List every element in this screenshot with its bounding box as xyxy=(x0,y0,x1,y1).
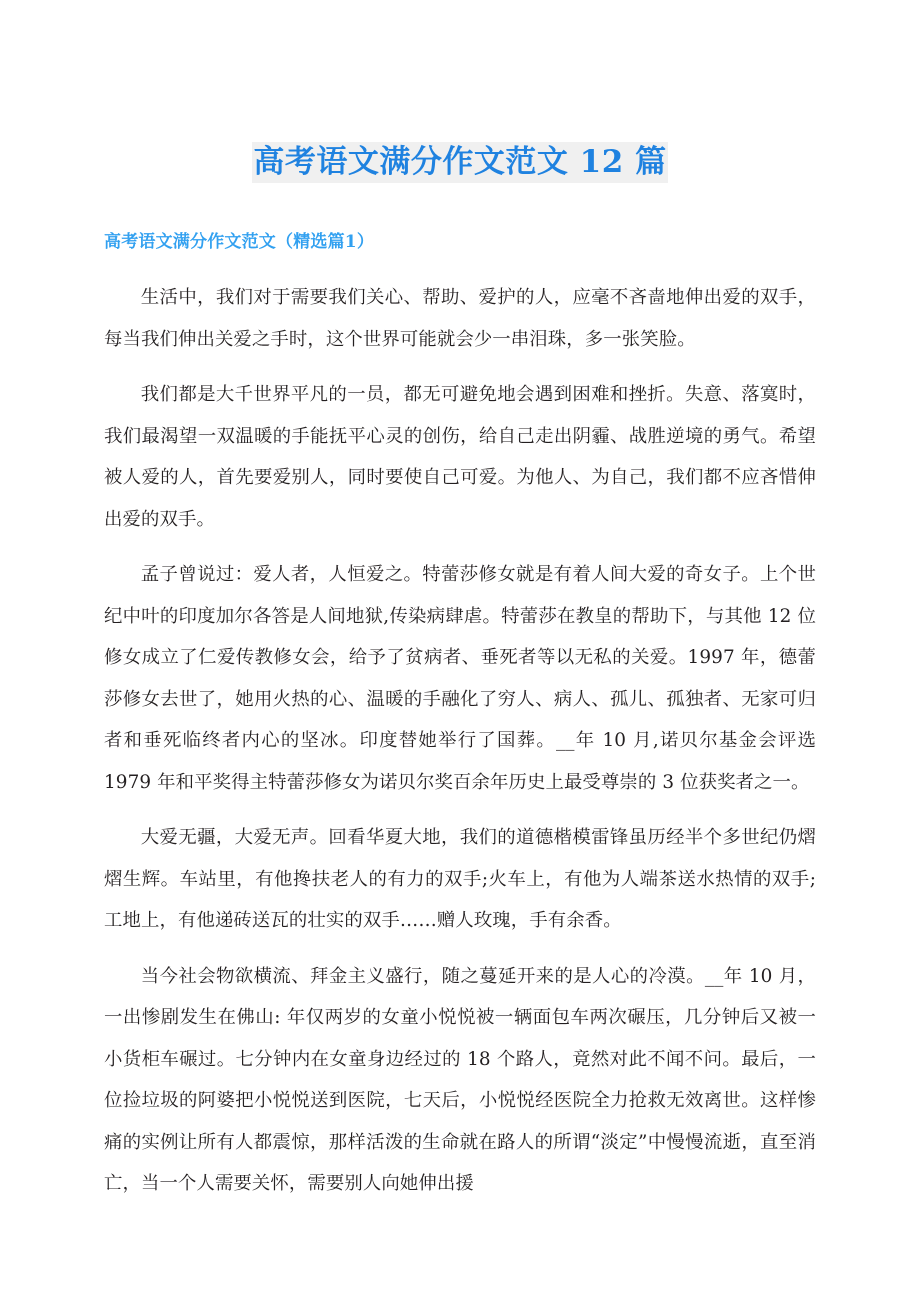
paragraph: 当今社会物欲横流、拜金主义盛行，随之蔓延开来的是人心的冷漠。__年 10 月，一出惨剧发生在佛山: 年仅两岁的女童小悦悦被一辆面包车两次碾压，几分钟后又被一小货柜车碾过。七分钟内在女童身边经过的 18 个路人，竟然对此不闻不问。最后，一位捡垃圾的阿婆把小悦悦送到医院，七天后，小悦悦经医院全力抢救无效离世。这样惨痛的实例让所有人都震惊，那样活泼的生命就在路人的所谓“淡定”中慢慢流逝，直至消亡，当一个人需要关怀，需要别人向她伸出援 xyxy=(104,965,816,1194)
article-body xyxy=(104,277,816,1205)
document-content xyxy=(104,0,816,1205)
section-subtitle: 高考语文满分作文范文（精选篇1） xyxy=(104,232,375,252)
page-title xyxy=(104,0,816,185)
paragraph: 我们都是大千世界平凡的一员，都无可避免地会遇到困难和挫折。失意、落寞时，我们最渴望一双温暖的手能抚平心灵的创伤，给自己走出阴霾、战胜逆境的勇气。希望被人爱的人，首先要爱别人，同时要使自己可爱。为他人、为自己，我们都不应吝惜伸出爱的双手。 xyxy=(104,384,816,530)
paragraph: 孟子曾说过：爱人者，人恒爱之。特蕾莎修女就是有着人间大爱的奇女子。上个世纪中叶的印度加尔各答是人间地狱,传染病肆虐。特蕾莎在教皇的帮助下，与其他 12 位修女成立了仁爱传教修女会，给予了贫病者、垂死者等以无私的关爱。1997 年，德蕾莎修女去世了，她用火热的心、温暖的手融化了穷人、病人、孤儿、孤独者、无家可归者和垂死临终者内心的坚冰。印度替她举行了国葬。__年 10 月,诺贝尔基金会评选 1979 年和平奖得主特蕾莎修女为诺贝尔奖百余年历史上最受尊崇的 3 位获奖者之一。 xyxy=(104,564,816,793)
paragraph: 生活中，我们对于需要我们关心、帮助、爱护的人，应毫不吝啬地伸出爱的双手，每当我们伸出关爱之手时，这个世界可能就会少一串泪珠，多一张笑脸。 xyxy=(104,287,816,350)
paragraph: 大爱无疆，大爱无声。回看华夏大地，我们的道德楷模雷锋虽历经半个多世纪仍熠熠生辉。车站里，有他搀扶老人的有力的双手;火车上，有他为人端茶送水热情的双手;工地上，有他递砖送瓦的壮实的双手……赠人玫瑰，手有余香。 xyxy=(104,827,816,931)
page-title-text: 高考语文满分作文范文 12 篇 xyxy=(252,142,667,183)
